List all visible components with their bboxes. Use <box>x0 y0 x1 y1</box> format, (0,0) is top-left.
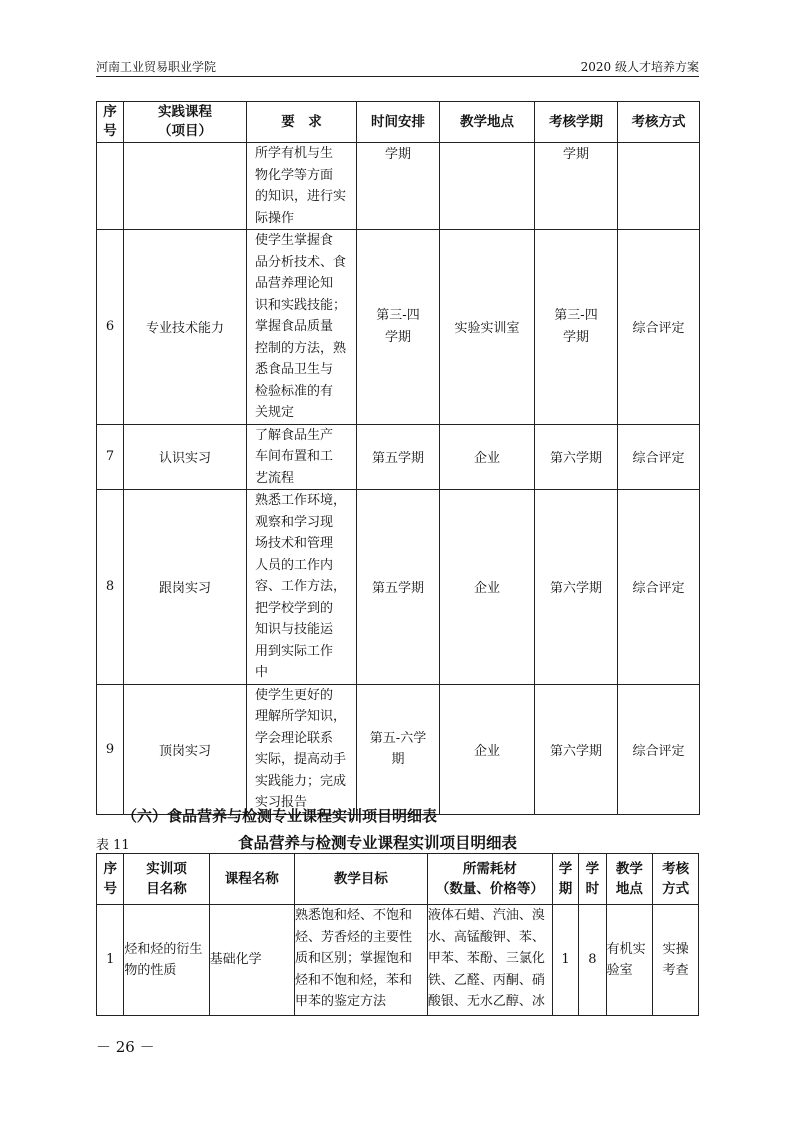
cell-materials: 液体石蜡、汽油、溴 水、高锰酸钾、苯、 甲苯、苯酚、三氯化 铁、乙醛、丙酮、硝 酸银、无水乙醇、冰 <box>427 905 552 1016</box>
col-term: 考核学期 <box>535 102 618 143</box>
col-course: 实践课程 （项目） <box>124 102 247 143</box>
cell-course: 认识实习 <box>124 424 247 490</box>
cell-req: 使学生更好的 理解所学知识， 学会理论联系 实际，提高动手 实践能力；完成 实习报告 <box>247 684 357 814</box>
cell-hours: 8 <box>579 905 606 1016</box>
cell-no: 1 <box>97 905 124 1016</box>
header-school: 河南工业贸易职业学院 <box>96 60 217 74</box>
cell-course: 顶岗实习 <box>124 684 247 814</box>
cell-term: 1 <box>552 905 578 1016</box>
cell-time: 学期 <box>357 143 440 230</box>
cell-place: 企业 <box>440 424 535 490</box>
cell-term: 学期 <box>535 143 618 230</box>
cell-term: 第三-四 学期 <box>535 230 618 425</box>
page-header <box>96 56 699 77</box>
table-header-row <box>97 854 699 905</box>
cell-method: 综合评定 <box>618 684 700 814</box>
col-method: 考核 方式 <box>653 854 699 905</box>
cell-course: 专业技术能力 <box>124 230 247 425</box>
table-row <box>97 684 700 814</box>
cell-time: 第五-六学 期 <box>357 684 440 814</box>
col-course-name: 课程名称 <box>209 854 294 905</box>
cell-req: 了解食品生产 车间布置和工 艺流程 <box>247 424 357 490</box>
cell-course: 跟岗实习 <box>124 490 247 685</box>
cell-no: 7 <box>97 424 124 490</box>
cell-method: 综合评定 <box>618 490 700 685</box>
table-header-row <box>97 102 700 143</box>
cell-place: 企业 <box>440 490 535 685</box>
table-row <box>97 490 700 685</box>
col-hours: 学 时 <box>579 854 606 905</box>
cell-place: 企业 <box>440 684 535 814</box>
cell-no: 8 <box>97 490 124 685</box>
cell-req: 使学生掌握食 品分析技术、食 品营养理论知 识和实践技能； 掌握食品质量 控制的方法，熟 悉食品卫生与 检验标准的有 关规定 <box>247 230 357 425</box>
col-place: 教学 地点 <box>606 854 653 905</box>
table-title: 食品营养与检测专业课程实训项目明细表 <box>238 833 518 852</box>
cell-method: 综合评定 <box>618 230 700 425</box>
cell-teaching-goal: 熟悉饱和烃、不饱和 烃、芳香烃的主要性 质和区别；掌握饱和 烃和不饱和烃，苯和 甲苯的鉴定方法 <box>294 905 427 1016</box>
cell-course-name: 基础化学 <box>209 905 294 1016</box>
training-project-table <box>96 853 699 1016</box>
cell-time: 第五学期 <box>357 424 440 490</box>
cell-term: 第六学期 <box>535 424 618 490</box>
table-row <box>97 143 700 230</box>
cell-project-name: 烃和烃的衍生 物的性质 <box>124 905 209 1016</box>
col-teaching-goal: 教学目标 <box>294 854 427 905</box>
cell-no: 9 <box>97 684 124 814</box>
cell-method: 实操 考查 <box>653 905 699 1016</box>
col-term: 学 期 <box>552 854 578 905</box>
cell-place: 实验实训室 <box>440 230 535 425</box>
cell-term: 第六学期 <box>535 684 618 814</box>
table-label: 表 11 <box>96 838 130 853</box>
col-no: 序 号 <box>97 854 124 905</box>
col-materials: 所需耗材 （数量、价格等） <box>427 854 552 905</box>
cell-method: 综合评定 <box>618 424 700 490</box>
cell-time: 第三-四 学期 <box>357 230 440 425</box>
col-time: 时间安排 <box>357 102 440 143</box>
cell-req: 所学有机与生 物化学等方面 的知识，进行实 际操作 <box>247 143 357 230</box>
cell-place: 有机实 验室 <box>606 905 653 1016</box>
cell-no: 6 <box>97 230 124 425</box>
cell-req: 熟悉工作环境， 观察和学习现 场技术和管理 人员的工作内 容、工作方法， 把学校学到的 知识与技能运 用到实际工作 中 <box>247 490 357 685</box>
col-place: 教学地点 <box>440 102 535 143</box>
page-number: － 26 － <box>96 1038 155 1056</box>
cell-time: 第五学期 <box>357 490 440 685</box>
col-requirement: 要 求 <box>247 102 357 143</box>
table-row <box>97 424 700 490</box>
table-row <box>97 230 700 425</box>
practice-course-table <box>96 101 700 815</box>
col-method: 考核方式 <box>618 102 700 143</box>
col-project-name: 实训项 目名称 <box>124 854 209 905</box>
header-plan: 2020 级人才培养方案 <box>580 60 699 74</box>
section-title: （六）食品营养与检测专业课程实训项目明细表 <box>122 807 438 825</box>
table-row <box>97 905 699 1016</box>
cell-term: 第六学期 <box>535 490 618 685</box>
col-no: 序 号 <box>97 102 124 143</box>
